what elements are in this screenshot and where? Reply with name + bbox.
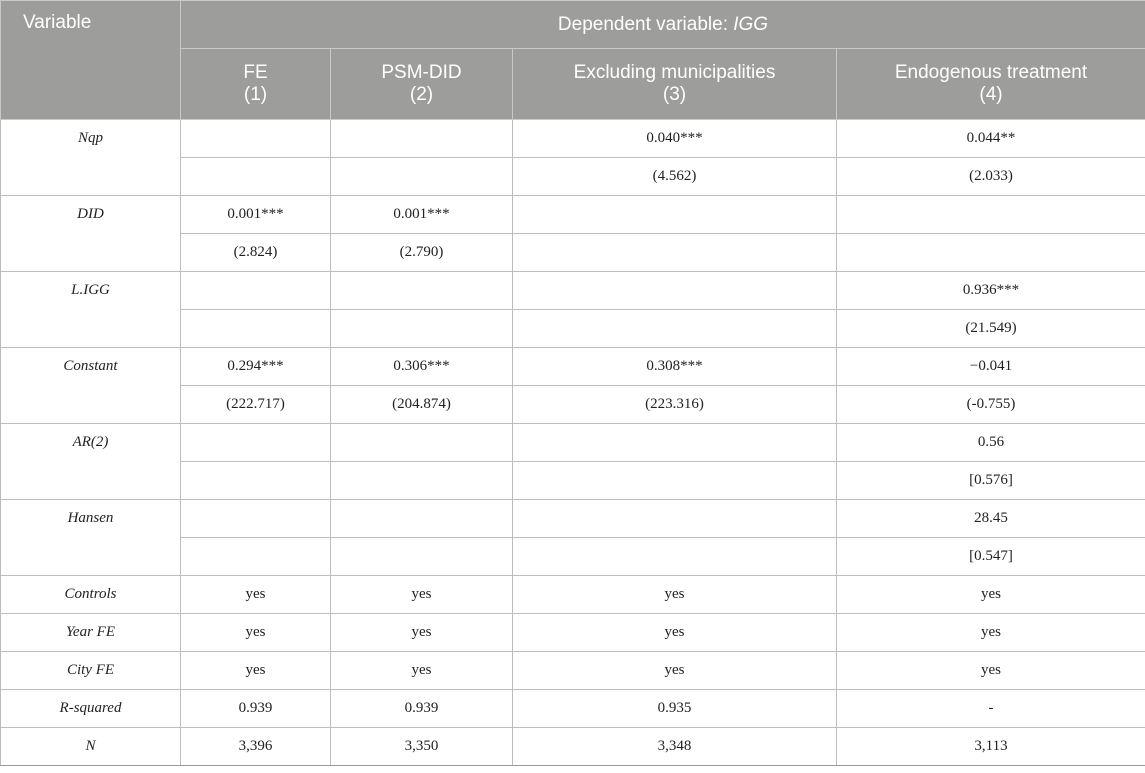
row-label-ligg: L.IGG bbox=[1, 272, 181, 348]
cell-value: - bbox=[837, 690, 1145, 728]
cell-stat: [0.576] bbox=[837, 462, 1145, 500]
table-row-constant-coef bbox=[1, 348, 1145, 386]
model-number: (2) bbox=[409, 84, 434, 105]
table-row-ligg-coef bbox=[1, 272, 1145, 310]
row-label-hansen: Hansen bbox=[1, 500, 181, 576]
table-header bbox=[1, 1, 1145, 120]
cell-value: yes bbox=[513, 652, 837, 690]
cell-stat bbox=[331, 462, 513, 500]
cell-coef bbox=[181, 500, 331, 538]
cell-stat bbox=[181, 310, 331, 348]
cell-stat bbox=[181, 538, 331, 576]
cell-coef bbox=[331, 424, 513, 462]
cell-coef bbox=[331, 272, 513, 310]
cell-stat bbox=[181, 462, 331, 500]
model-name: FE bbox=[243, 62, 268, 83]
table-row-ar2-value bbox=[1, 424, 1145, 462]
cell-value: yes bbox=[513, 614, 837, 652]
cell-value: yes bbox=[837, 576, 1145, 614]
cell-coef bbox=[331, 120, 513, 158]
row-label-constant: Constant bbox=[1, 348, 181, 424]
model-name: PSM-DID bbox=[381, 62, 462, 83]
cell-value: 3,348 bbox=[513, 728, 837, 766]
cell-value: yes bbox=[837, 652, 1145, 690]
table-row-controls bbox=[1, 576, 1145, 614]
cell-coef: 0.001*** bbox=[331, 196, 513, 234]
cell-stat: (-0.755) bbox=[837, 386, 1145, 424]
cell-stat: [0.547] bbox=[837, 538, 1145, 576]
cell-stat bbox=[181, 158, 331, 196]
cell-coef bbox=[331, 500, 513, 538]
row-label-year-fe: Year FE bbox=[1, 614, 181, 652]
cell-coef: 0.294*** bbox=[181, 348, 331, 386]
model-header-psm-did bbox=[331, 49, 513, 120]
cell-coef: 0.001*** bbox=[181, 196, 331, 234]
cell-stat bbox=[513, 538, 837, 576]
cell-coef: 0.044** bbox=[837, 120, 1145, 158]
cell-value: yes bbox=[331, 576, 513, 614]
cell-coef bbox=[181, 272, 331, 310]
cell-coef bbox=[513, 500, 837, 538]
cell-stat: (4.562) bbox=[513, 158, 837, 196]
cell-coef bbox=[513, 272, 837, 310]
cell-coef: −0.041 bbox=[837, 348, 1145, 386]
row-label-r-squared: R-squared bbox=[1, 690, 181, 728]
cell-value: yes bbox=[513, 576, 837, 614]
cell-stat: (2.824) bbox=[181, 234, 331, 272]
cell-value: yes bbox=[181, 614, 331, 652]
table-row-year-fe bbox=[1, 614, 1145, 652]
cell-value: yes bbox=[837, 614, 1145, 652]
cell-stat: (21.549) bbox=[837, 310, 1145, 348]
cell-coef: 28.45 bbox=[837, 500, 1145, 538]
cell-value: 0.939 bbox=[181, 690, 331, 728]
table-row-r-squared bbox=[1, 690, 1145, 728]
table-row-city-fe bbox=[1, 652, 1145, 690]
model-number: (4) bbox=[979, 84, 1003, 105]
dependent-variable-name: IGG bbox=[733, 13, 769, 35]
model-number: (3) bbox=[662, 84, 687, 105]
model-header-excluding-municipalities bbox=[513, 49, 837, 120]
cell-value: yes bbox=[181, 576, 331, 614]
cell-value: 3,350 bbox=[331, 728, 513, 766]
cell-coef bbox=[181, 424, 331, 462]
row-label-controls: Controls bbox=[1, 576, 181, 614]
variable-column-header: Variable bbox=[1, 1, 181, 120]
cell-value: yes bbox=[331, 614, 513, 652]
table-row-did-coef bbox=[1, 196, 1145, 234]
cell-stat: (222.717) bbox=[181, 386, 331, 424]
cell-stat bbox=[513, 310, 837, 348]
cell-coef: 0.308*** bbox=[513, 348, 837, 386]
cell-value: yes bbox=[331, 652, 513, 690]
dependent-variable-prefix: Dependent variable: bbox=[557, 13, 734, 35]
cell-value: 3,113 bbox=[837, 728, 1145, 766]
dependent-variable-header bbox=[181, 1, 1145, 49]
table-row-nqp-coef bbox=[1, 120, 1145, 158]
cell-coef: 0.936*** bbox=[837, 272, 1145, 310]
cell-value: 0.935 bbox=[513, 690, 837, 728]
row-label-city-fe: City FE bbox=[1, 652, 181, 690]
cell-stat: (223.316) bbox=[513, 386, 837, 424]
cell-value: 3,396 bbox=[181, 728, 331, 766]
cell-stat bbox=[837, 234, 1145, 272]
row-label-n: N bbox=[1, 728, 181, 766]
cell-stat bbox=[331, 538, 513, 576]
row-label-ar2: AR(2) bbox=[1, 424, 181, 500]
cell-coef bbox=[181, 120, 331, 158]
model-name: Excluding municipalities bbox=[573, 62, 776, 83]
model-name: Endogenous treatment bbox=[894, 62, 1088, 83]
cell-stat bbox=[331, 158, 513, 196]
model-header-fe bbox=[181, 49, 331, 120]
cell-stat bbox=[513, 462, 837, 500]
table-row-n bbox=[1, 728, 1145, 766]
cell-stat: (2.790) bbox=[331, 234, 513, 272]
cell-value: yes bbox=[181, 652, 331, 690]
cell-coef bbox=[837, 196, 1145, 234]
model-number: (1) bbox=[243, 84, 268, 105]
table-body bbox=[1, 120, 1145, 766]
row-label-nqp: Nqp bbox=[1, 120, 181, 196]
cell-stat bbox=[331, 310, 513, 348]
cell-coef bbox=[513, 196, 837, 234]
cell-coef: 0.306*** bbox=[331, 348, 513, 386]
cell-coef: 0.56 bbox=[837, 424, 1145, 462]
table-row-hansen-value bbox=[1, 500, 1145, 538]
cell-coef: 0.040*** bbox=[513, 120, 837, 158]
cell-stat: (2.033) bbox=[837, 158, 1145, 196]
row-label-did: DID bbox=[1, 196, 181, 272]
cell-stat: (204.874) bbox=[331, 386, 513, 424]
model-header-endogenous-treatment bbox=[837, 49, 1145, 120]
cell-stat bbox=[513, 234, 837, 272]
cell-value: 0.939 bbox=[331, 690, 513, 728]
cell-coef bbox=[513, 424, 837, 462]
